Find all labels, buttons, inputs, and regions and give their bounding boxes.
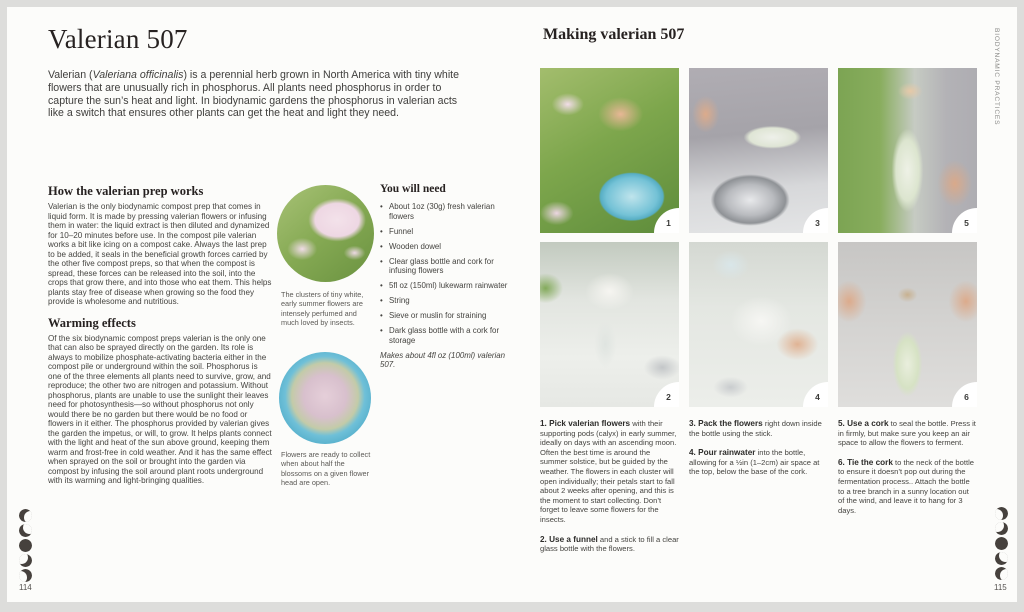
flower-bowl-figure	[279, 352, 371, 444]
flower-cluster-figure	[277, 185, 374, 282]
chapter-tab-label: BIODYNAMIC PRACTICES	[993, 28, 1000, 126]
you-will-need-panel	[380, 183, 510, 370]
step-4-lead: 4. Pour rainwater	[689, 448, 756, 458]
photo-number-badge: 3	[803, 208, 828, 233]
step-4	[689, 448, 828, 477]
steps-column-3	[838, 419, 977, 525]
chapter-title: Valerian 507	[48, 24, 188, 54]
supply-item: • Clear glass bottle and cork for infusing flowers	[380, 257, 510, 276]
photo-number-badge: 5	[952, 208, 977, 233]
step-1-body: with their supporting pods (calyx) in early summer, ideally on days with an ascending moon. Often the best time is around the summer solstice, but be guided by the weather. The flowers in each cluster will open individually; their petals start to fall about 2 weeks after opening, and this is the moment to start collecting. Don’t forget to leave some flowers for the insects.	[540, 419, 677, 524]
step-2	[540, 535, 679, 554]
moon-gibbous-icon	[19, 524, 32, 537]
supply-item: • Wooden dowel	[380, 242, 510, 252]
intro-text: Valerian (	[48, 69, 93, 81]
step-6	[838, 458, 977, 516]
supply-item: • Funnel	[380, 227, 510, 237]
section-body-prep-works: Valerian is the only biodynamic compost prep that comes in liquid form. It is made by pressing valerian flowers or infusing them in water: the liquid extract is then diluted and dynamized for 10–20 minutes before use. In the compost pile valerian works a bit like icing on a compost cake. Always the last prep to be added, it seals in the beneficial growth forces carried by the other five compost preps, so that when the compost is spread, these forces can be released into the soil, into the crops that grow there, and into those who eat them. This helps plants stay free of disease when growing so the food they provide is wholesome and nutritious.	[48, 202, 272, 306]
flower-cluster-caption: The clusters of tiny white, early summer flowers are intensely perfumed and much loved by insects.	[281, 290, 364, 328]
latin-name: Valeriana officinalis	[92, 69, 184, 81]
page-number: 114	[19, 583, 32, 592]
step-photo-pour-rainwater	[689, 242, 828, 407]
steps-column-1	[540, 419, 679, 564]
step-6-lead: 6. Tie the cork	[838, 457, 893, 467]
right-page	[512, 0, 1024, 612]
intro-text-cont: ) is a perennial herb grown in North America with tiny white flowers that are unusually rich in phosphorus. All plants need phosphorus in order to capture the sun’s heat and light. In biodynamic gardens the phosphorus in valerian acts like a switch that ensures other plants can get the heat and light they need.	[48, 69, 460, 120]
spread-title: Making valerian 507	[543, 26, 685, 43]
you-will-need-heading: You will need	[380, 183, 446, 195]
supply-item: • About 1oz (30g) fresh valerian flowers	[380, 202, 510, 221]
step-3	[689, 419, 828, 438]
section-body-warming-effects: Of the six biodynamic compost preps valerian is the only one that can also be sprayed directly on the garden. Its role is always to mobilize phosphate-activating bacteria either in the compost pile or underground within the soil. Phosphorus is one of the three elements all plants need to survive, grow, and reproduce; the other two are nitrogen and potassium. Without phosphorus, plants are unable to use the sunlight their leaves need for photosynthesis—so without phosphorus not only would there be no garden but there would be no food or flowers in it either. The phosphorus provided by valerian gives the garden the impetus, or will, to grow. It helps plants connect with the light and heat of the sun above ground, keeping them warm and frost-free in cold weather. And it has the same effect when sprayed on the soil or brought into the garden via compost by infusing the soil around plant roots underground with its warming and light-bringing qualities.	[48, 333, 272, 485]
step-5-body: to seal the bottle. Press it in firmly, but make sure you keep an air space to allow the flowers to ferment.	[838, 419, 976, 448]
section-heading-warming-effects: Warming effects	[48, 315, 136, 330]
moon-phases-ornament	[992, 506, 1010, 581]
photo-number-badge: 2	[654, 382, 679, 407]
step-photo-tie-cork	[838, 242, 977, 407]
section-heading-prep-works: How the valerian prep works	[48, 184, 204, 198]
step-6-body: to the neck of the bottle to ensure it doesn’t pop out during the fermentation process.. Attach the bottle to a tree branch in a sunny location out of the wind, and leave it to hang for 3 days.	[838, 457, 974, 515]
step-photo-pack-flowers	[689, 68, 828, 233]
step-5	[838, 419, 977, 448]
step-1-lead: 1. Pick valerian flowers	[540, 419, 631, 428]
photo-number-badge: 6	[952, 382, 977, 407]
photo-number-badge: 1	[654, 208, 679, 233]
step-photo-funnel	[540, 242, 679, 407]
step-1	[540, 419, 679, 525]
supply-item: • Dark glass bottle with a cork for storage	[380, 326, 510, 345]
moon-gibbous-icon	[995, 522, 1008, 535]
moon-full-icon	[19, 539, 32, 552]
steps-column-2	[689, 419, 828, 487]
moon-crescent-icon	[19, 569, 32, 582]
supplies-list	[380, 202, 510, 345]
step-3-body: right down inside the bottle using the stick.	[689, 419, 822, 438]
step-2-lead: 2. Use a funnel	[540, 534, 598, 544]
moon-gibbous-icon	[995, 552, 1008, 565]
supply-item: • String	[380, 296, 510, 306]
page-number: 115	[994, 583, 1007, 592]
photo-number-badge: 4	[803, 382, 828, 407]
moon-crescent-icon	[19, 509, 32, 522]
step-5-lead: 5. Use a cork	[838, 419, 889, 428]
moon-full-icon	[995, 537, 1008, 550]
supply-item: • Sieve or muslin for straining	[380, 311, 510, 321]
intro-paragraph	[48, 69, 470, 120]
moon-crescent-icon	[995, 507, 1008, 520]
valerian-flowers-photo	[277, 185, 374, 282]
step-2-body: and a stick to fill a clear glass bottle with the flowers.	[540, 534, 679, 554]
supply-item: • 5fl oz (150ml) lukewarm rainwater	[380, 281, 510, 291]
main-text-column	[48, 184, 272, 494]
step-3-lead: 3. Pack the flowers	[689, 419, 763, 428]
moon-phases-ornament	[16, 508, 34, 583]
moon-gibbous-icon	[19, 554, 32, 567]
step-4-body: into the bottle, allowing for a ½in (1–2cm) air space at the top, below the base of the cork.	[689, 448, 820, 477]
step-photo-pick-flowers	[540, 68, 679, 233]
flower-bowl-caption: Flowers are ready to collect when about half the blossoms on a given flower head are open.	[281, 450, 371, 488]
step-photo-cork-bottle	[838, 68, 977, 233]
flowers-in-bowl-photo	[279, 352, 371, 444]
yield-note: Makes about 4fl oz (100ml) valerian 507.	[380, 350, 505, 369]
moon-crescent-icon	[995, 567, 1008, 580]
